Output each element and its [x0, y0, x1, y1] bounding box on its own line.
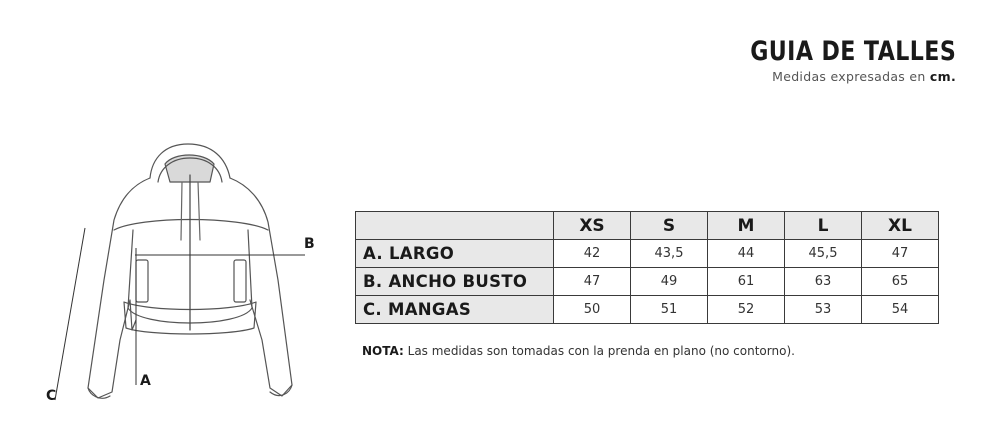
table-cell: 47	[862, 240, 939, 268]
table-cell: 44	[708, 240, 785, 268]
table-cell: 61	[708, 268, 785, 296]
row-label: A. LARGO	[356, 240, 554, 268]
measurement-note	[362, 344, 795, 358]
subtitle-unit: cm.	[929, 69, 956, 84]
table-cell: 54	[862, 296, 939, 324]
table-cell: 63	[785, 268, 862, 296]
note-prefix: NOTA:	[362, 344, 404, 358]
size-header: M	[708, 212, 785, 240]
measure-letter-c: C	[46, 388, 57, 404]
measure-letter-a: A	[140, 373, 151, 389]
table-cell: 43,5	[631, 240, 708, 268]
page-subtitle	[705, 69, 956, 84]
row-label: B. ANCHO BUSTO	[356, 268, 554, 296]
table-row	[356, 240, 939, 268]
size-header: L	[785, 212, 862, 240]
size-header-row	[356, 212, 939, 240]
table-cell: 49	[631, 268, 708, 296]
header-blank-cell	[356, 212, 554, 240]
table-cell: 45,5	[785, 240, 862, 268]
table-cell: 47	[554, 268, 631, 296]
table-cell: 65	[862, 268, 939, 296]
header	[705, 36, 956, 84]
table-cell: 53	[785, 296, 862, 324]
row-label: C. MANGAS	[356, 296, 554, 324]
table-cell: 52	[708, 296, 785, 324]
jacket-illustration	[40, 130, 340, 420]
table-cell: 50	[554, 296, 631, 324]
note-text: Las medidas son tomadas con la prenda en plano (no contorno).	[407, 344, 795, 358]
jacket-drawing	[40, 130, 340, 420]
table-row	[356, 296, 939, 324]
table-cell: 51	[631, 296, 708, 324]
measure-letter-b: B	[304, 236, 315, 252]
page-title: GUIA DE TALLES	[750, 36, 956, 67]
table-cell: 42	[554, 240, 631, 268]
size-header: XL	[862, 212, 939, 240]
table-row	[356, 268, 939, 296]
size-header: S	[631, 212, 708, 240]
size-table	[355, 211, 939, 324]
subtitle-prefix: Medidas expresadas en	[772, 69, 926, 84]
size-header: XS	[554, 212, 631, 240]
